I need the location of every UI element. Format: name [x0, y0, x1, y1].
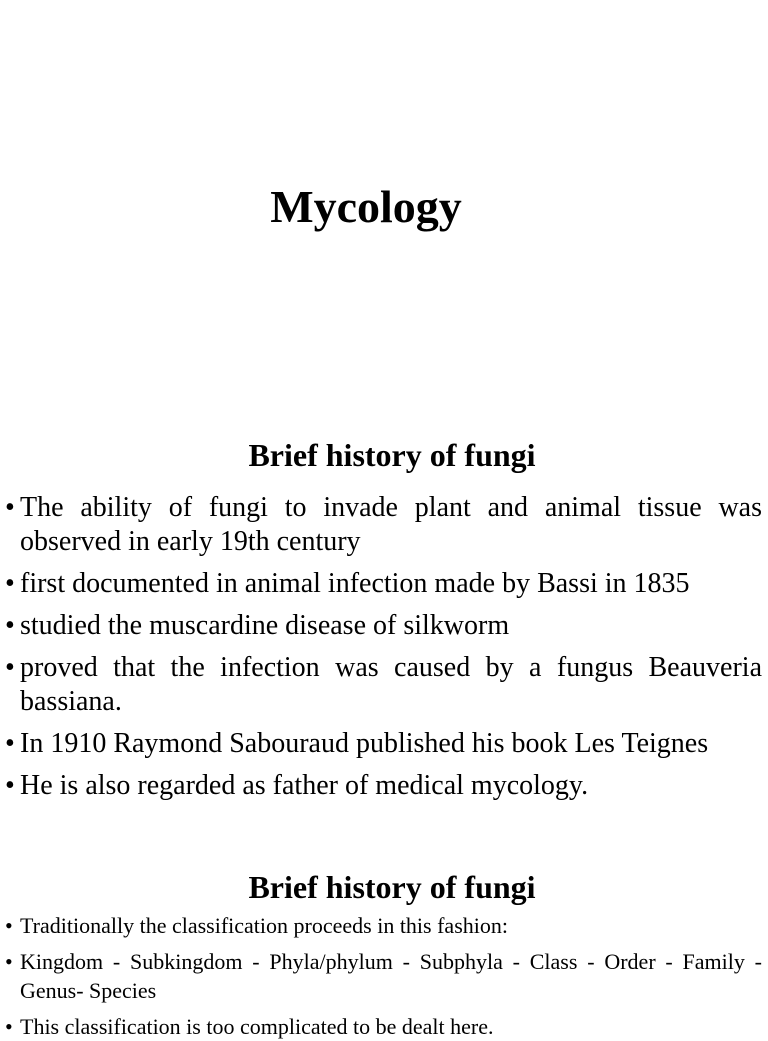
list-item-text: Kingdom - Subkingdom - Phyla/phylum - Subphyla - Class - Order - Family - Genus- Species: [20, 949, 762, 1003]
slide-brief-history-2: [0, 866, 768, 1039]
bullet-icon: •: [5, 492, 15, 523]
list-item-text: The ability of fungi to invade plant and animal tissue was observed in early 19th century: [20, 492, 762, 557]
list-item: [0, 947, 762, 1005]
page-title: Mycology: [270, 181, 462, 232]
slide-brief-history-1: [0, 420, 768, 866]
bullet-icon: •: [5, 913, 13, 938]
bullet-icon: •: [5, 728, 15, 759]
bullet-list: [0, 491, 768, 803]
list-item-text: In 1910 Raymond Sabouraud published his book Les Teignes: [20, 728, 709, 759]
slide-heading: Brief history of fungi: [248, 437, 536, 473]
list-item-text: This classification is too complicated to be dealt here.: [20, 1014, 494, 1039]
bullet-icon: •: [5, 568, 15, 599]
list-item: [0, 567, 762, 601]
list-item: [0, 1012, 762, 1041]
bullet-icon: •: [5, 770, 15, 801]
list-item: [0, 727, 762, 761]
list-item: [0, 911, 762, 940]
slide-heading: Brief history of fungi: [248, 869, 536, 905]
list-item-text: Traditionally the classification proceeds in this fashion:: [20, 913, 508, 938]
list-item-text: first documented in animal infection made by Bassi in 1835: [20, 568, 690, 599]
bullet-icon: •: [5, 949, 13, 974]
list-item-text: He is also regarded as father of medical mycology.: [20, 770, 589, 801]
list-item: [0, 491, 762, 559]
slide-title: [0, 0, 768, 420]
list-item-text: studied the muscardine disease of silkworm: [20, 610, 510, 641]
list-item: [0, 651, 762, 719]
list-item-text: proved that the infection was caused by a fungus Beauveria bassiana.: [20, 652, 762, 717]
list-item: [0, 609, 762, 643]
list-item: [0, 769, 762, 803]
bullet-list: [0, 911, 768, 1041]
bullet-icon: •: [5, 1014, 13, 1039]
bullet-icon: •: [5, 610, 15, 641]
bullet-icon: •: [5, 652, 15, 683]
